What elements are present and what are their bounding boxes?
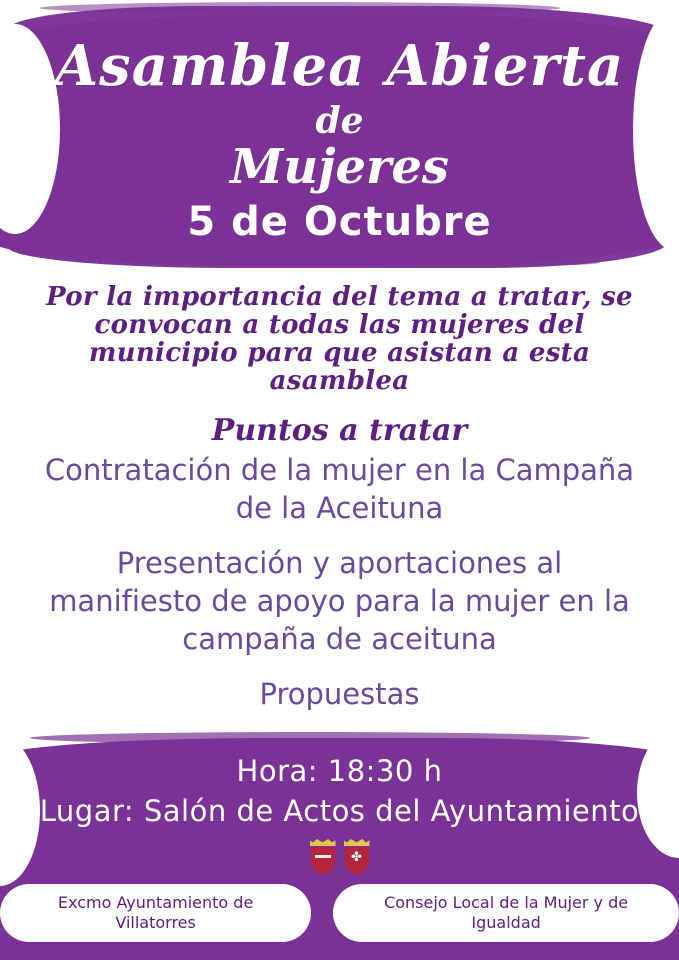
coat-of-arms xyxy=(309,838,371,874)
badge-ayuntamiento: Excmo Ayuntamiento de Villatorres xyxy=(0,884,311,942)
poster-date: 5 de Octubre xyxy=(187,199,492,245)
castle-icon: ✤ xyxy=(351,850,362,865)
coat-of-arms-shield-left-icon xyxy=(309,838,337,874)
list-item: Propuestas xyxy=(259,677,420,712)
event-time: Hora: 18:30 h xyxy=(236,754,443,788)
list-item: Presentación y aportaciones al manifiesto de apoyo para la mujer en la campaña de aceituna xyxy=(49,546,630,656)
poster-title-line-2: de xyxy=(315,100,364,142)
points-list xyxy=(38,452,641,714)
intro-paragraph: Por la importancia del tema a tratar, se convocan a todas las mujeres del municipio para que asistan a esta asamblea xyxy=(46,282,633,397)
footer-badges xyxy=(0,884,679,942)
event-place: Lugar: Salón de Actos del Ayuntamiento xyxy=(39,794,640,828)
points-heading: Puntos a tratar xyxy=(211,413,468,448)
poster-title-line-3: Mujeres xyxy=(230,139,449,195)
crown-icon xyxy=(344,838,370,846)
coat-of-arms-shield-right-icon xyxy=(343,838,371,874)
shield-bar xyxy=(315,855,331,858)
shield-body xyxy=(311,847,335,874)
shield-body xyxy=(345,847,369,874)
list-item: Contratación de la mujer en la Campaña de la Aceituna xyxy=(44,453,635,525)
poster-header-text xyxy=(0,0,679,278)
poster-title-line-1: Asamblea Abierta xyxy=(54,33,625,99)
crown-icon xyxy=(310,838,336,846)
badge-consejo-mujer: Consejo Local de la Mujer y de Igualdad xyxy=(333,884,679,942)
footer-brush-streak xyxy=(30,732,590,744)
